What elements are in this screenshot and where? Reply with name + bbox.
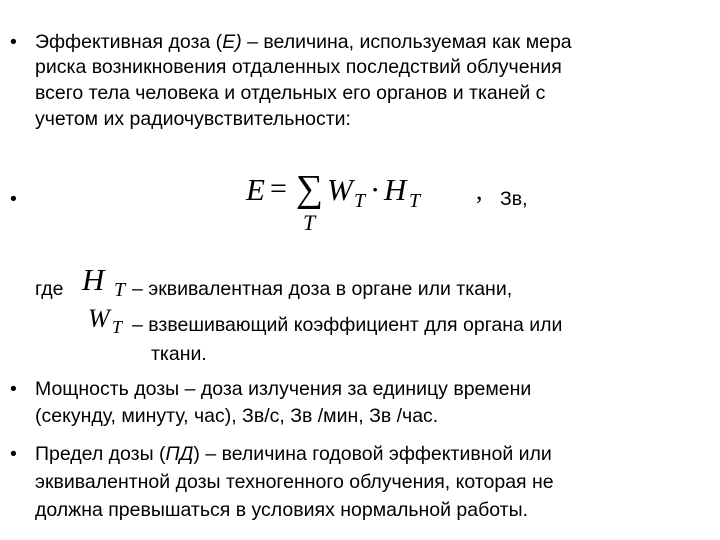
formula-sigma: ∑ bbox=[296, 168, 324, 210]
where-w-text-line1: – взвешивающий коэффициент для органа или bbox=[132, 314, 563, 336]
formula-h: H bbox=[384, 172, 407, 207]
formula-h-sub: T bbox=[409, 190, 421, 212]
formula-sum-index: T bbox=[303, 210, 316, 235]
formula-equals: = bbox=[270, 172, 287, 205]
para1-line1-italic: Е) bbox=[222, 31, 242, 53]
para4-line2: эквивалентной дозы техногенного облучения, которая не bbox=[35, 471, 554, 493]
bullet-3: • bbox=[10, 378, 17, 400]
formula-lhs: E bbox=[246, 172, 265, 207]
formula-w-sub: T bbox=[354, 190, 366, 212]
para1-line1-after: – величина, используемая как мера bbox=[241, 31, 572, 53]
where-label: где bbox=[35, 278, 64, 300]
para3-line2: (секунду, минуту, час), Зв/с, Зв /мин, Зв /час. bbox=[35, 405, 439, 427]
where-w-text-line2: ткани. bbox=[151, 343, 207, 365]
formula-dot: · bbox=[370, 172, 381, 207]
where-h-sub: T bbox=[114, 279, 126, 301]
para4-line1-italic: ПД bbox=[165, 443, 194, 465]
where-w-sub: T bbox=[112, 317, 123, 337]
where-h-text: – эквивалентная доза в органе или ткани, bbox=[132, 278, 513, 300]
bullet-4: • bbox=[10, 443, 17, 465]
para1-line2: риска возникновения отдаленных последствий облучения bbox=[35, 56, 562, 78]
where-w-symbol: W bbox=[88, 304, 110, 333]
para1-line1-before: Эффективная доза ( bbox=[35, 31, 223, 53]
where-h-symbol: H bbox=[82, 262, 105, 297]
bullet-2: • bbox=[10, 188, 17, 210]
formula-unit: Зв, bbox=[500, 188, 528, 210]
para4-line1-after: ) – величина годовой эффективной или bbox=[193, 443, 552, 465]
para1-line1 bbox=[35, 30, 572, 55]
para3-line1: Мощность дозы – доза излучения за единицу времени bbox=[35, 378, 532, 400]
formula-w: W bbox=[327, 172, 353, 207]
para1-line3: всего тела человека и отдельных его органов и тканей с bbox=[35, 82, 546, 104]
formula-comma: , bbox=[476, 176, 483, 205]
para4-line3: должна превышаться в условиях нормальной работы. bbox=[35, 499, 529, 521]
para1-line4: учетом их радиочувствительности: bbox=[35, 108, 351, 130]
para4-line1-before: Предел дозы ( bbox=[35, 443, 166, 465]
para4-line1 bbox=[35, 442, 552, 467]
bullet-1: • bbox=[10, 31, 17, 53]
